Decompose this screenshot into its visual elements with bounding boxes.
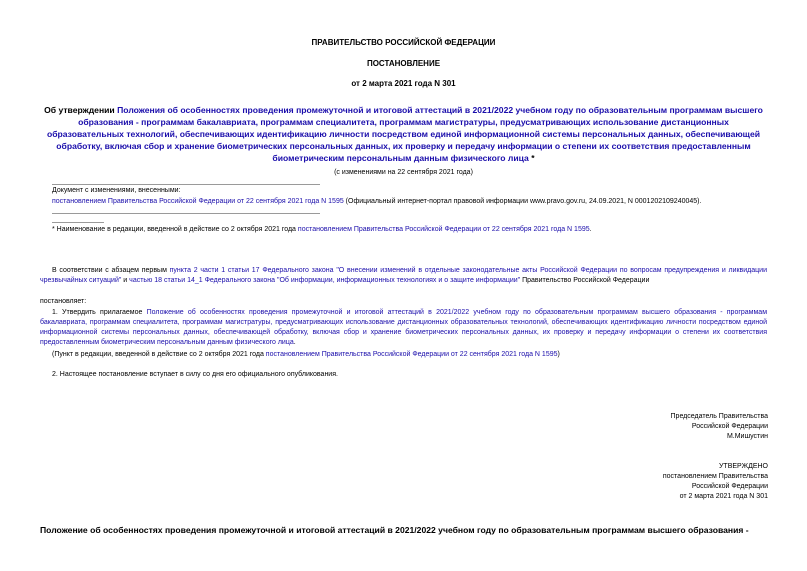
item-1-paragraph [40,308,767,348]
title-regulation-link[interactable]: Положения об особенностях проведения промежуточной и итоговой аттестаций в 2021/2022 учебном году по образовательным программам высшего образования - программам бакалавриата, программам специалитета, программам магистратуры, предусматривающих использование дистанционных образовательных технологий, обеспечивающих идентификацию личности посредством единой информационной системы персональных данных, обеспечивающей обработку, включая сбор и хранение биометрических персональных данных, их проверку и передачу информации о степени их соответствия предоставленным биометрическим персональным данным физического лица [46,105,763,163]
signature-name: М.Мишустин [726,433,768,440]
item-1-end: . [293,339,296,346]
document-title [40,104,767,164]
item-1-regulation-link[interactable]: Положение об особенностях проведения промежуточной и итоговой аттестаций в 2021/2022 учебном году по образовательным программам высшего образования - программам бакалавриата, программам специалитета, программам магистратуры, предусматривающих использование дистанционных образовательных технологий, обеспечивающих идентификацию личности посредством единой информационной системы персональных данных, обеспечивающей обработку, включая сбор и хранение биометрических персональных данных, их проверку и передачу информации о степени их соответствия предоставленным биометрическим персональным данным физического лица [40,309,768,346]
item-1-note [52,350,772,360]
approved-date-number: от 2 марта 2021 года N 301 [679,493,768,500]
approved-block [560,462,768,502]
item-1-note-text: (Пункт в редакции, введенной в действие со 2 октября 2021 года [52,351,266,358]
footnote-divider [52,222,104,223]
item-1-note-end: ) [557,351,560,358]
preamble-text-3: Правительство Российской Федерации [520,277,650,284]
amendment-source: (Официальный интернет-портал правовой информации www.pravo.gov.ru, 24.09.2021, N 0001202109240045). [343,198,702,205]
title-suffix: * [528,153,535,163]
regulation-heading: Положение об особенностях проведения промежуточной и итоговой аттестаций в 2021/2022 учебном году по образовательным программам высшего образования - [40,525,749,535]
approved-country: Российской Федерации [691,483,768,490]
signature-country: Российской Федерации [691,423,768,430]
footnote-1595-link[interactable]: постановлением Правительства Российской Федерации от 22 сентября 2021 года N 1595 [297,226,590,233]
approved-by: постановлением Правительства [662,473,768,480]
document-type-heading: ПОСТАНОВЛЕНИЕ [366,59,441,68]
footnote-end: . [589,226,592,233]
preamble-text-1: В соответствии с абзацем первым [52,267,170,274]
preamble-law-link-2[interactable]: частью 18 статьи 14_1 Федерального закона "Об информации, информационных технологиях и о защите информации" [129,277,521,284]
signature-block [560,412,768,442]
approved-title: УТВЕРЖДЕНО [718,463,768,470]
amendment-1595-link[interactable]: постановлением Правительства Российской Федерации от 22 сентября 2021 года N 1595 [52,198,344,205]
preamble-law-link-1[interactable]: пункта 2 части 1 статьи 17 Федерального закона "О внесении изменений в отдельные законодательные акты Российской Федерации по вопросам предупреждения и ликвидации чрезвычайных ситуаций" [40,267,767,284]
authority-heading: ПРАВИТЕЛЬСТВО РОССИЙСКОЙ ФЕДЕРАЦИИ [311,38,496,47]
preamble-paragraph [40,266,767,286]
preamble-text-2: и [121,277,130,284]
title-prefix: Об утверждении [44,105,115,115]
decides-label: постановляет: [40,298,87,305]
amendments-line [52,197,772,207]
item-1-note-link[interactable]: постановлением Правительства Российской Федерации от 22 сентября 2021 года N 1595 [265,351,558,358]
divider-top [52,184,320,185]
signature-position: Председатель Правительства [670,413,768,420]
footnote-text: * Наименование в редакции, введенной в действие со 2 октября 2021 года [52,226,298,233]
document-date-number: от 2 марта 2021 года N 301 [351,79,456,88]
divider-bottom [52,213,320,214]
amendments-intro: Документ с изменениями, внесенными: [52,187,181,194]
item-1-text: 1. Утвердить прилагаемое [52,309,147,316]
footnote [52,225,772,235]
revision-note: (с изменениями на 22 сентября 2021 года) [334,169,473,176]
item-2-paragraph: 2. Настоящее постановление вступает в силу со дня его официального опубликования. [52,371,338,378]
